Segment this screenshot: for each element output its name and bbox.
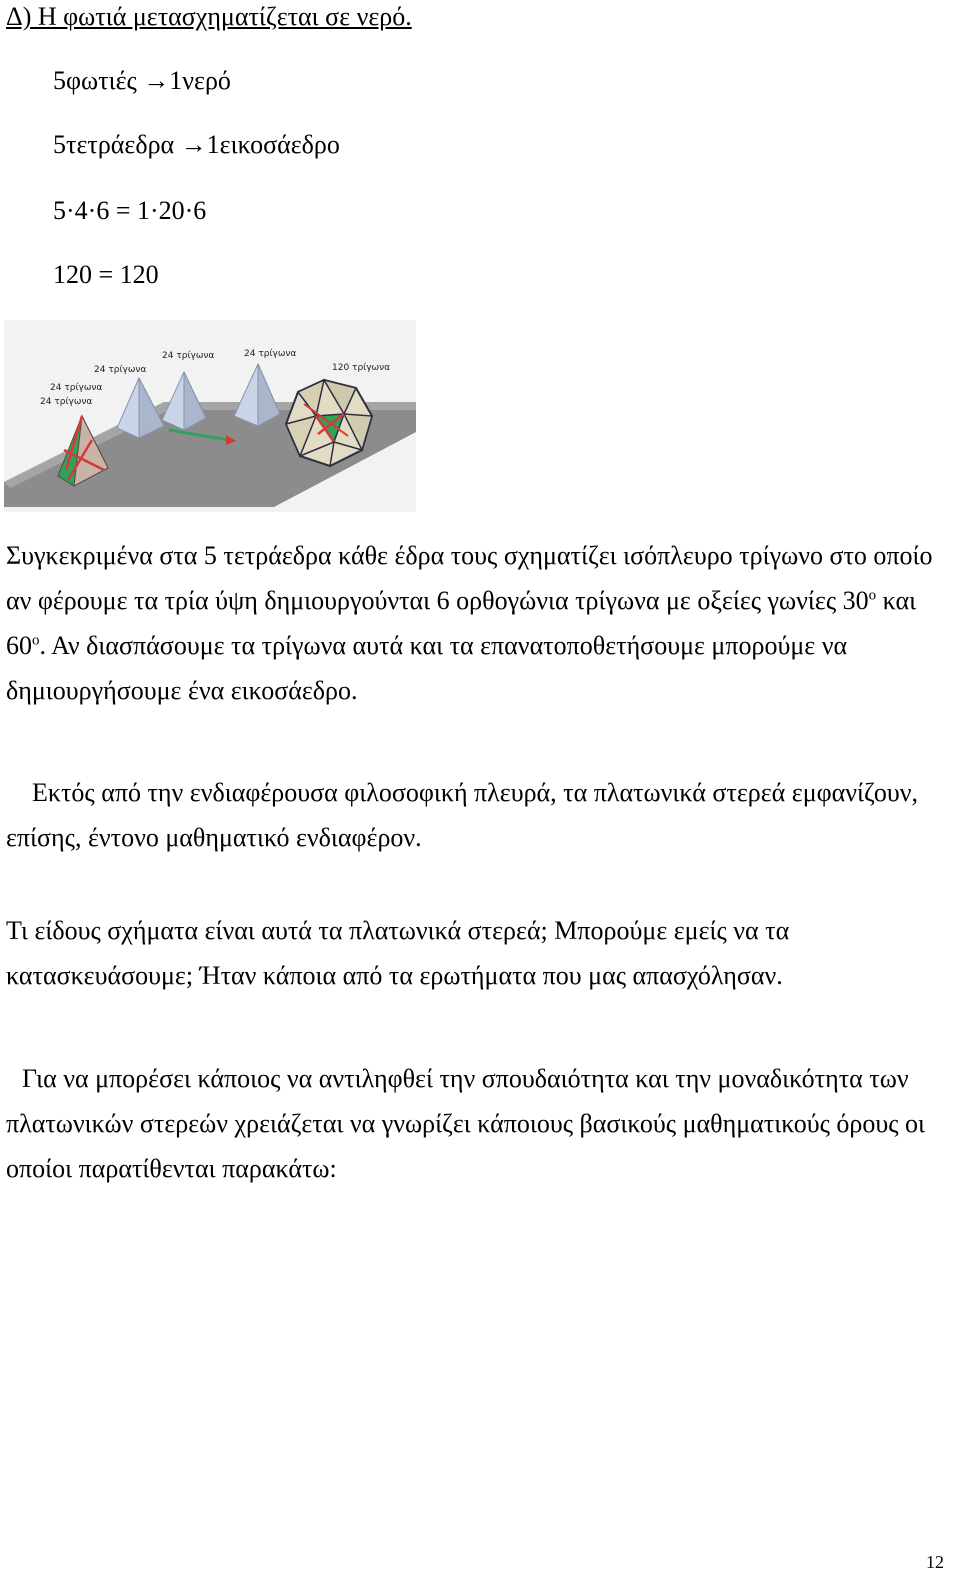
equation-line: 5·4·6 = 1·20·6 — [53, 196, 207, 225]
degree-superscript: ο — [32, 632, 40, 649]
degree-superscript: ο — [868, 587, 877, 604]
paragraph-questions: Τι είδους σχήματα είναι αυτά τα πλατωνικά στερεά; Μπορούμε εμείς να τα κατασκευάσουμε; Ήταν κάποια από τα ερωτήματα που μας απασχόλησαν. — [6, 916, 790, 990]
figure-label: 120 τρίγωνα — [332, 363, 391, 373]
figure-label: 24 τρίγωνα — [162, 351, 215, 361]
paragraph-text: Συγκεκριμένα στα 5 τετράεδρα κάθε έδρα τους σχηματίζει ισόπλευρο τρίγωνο στο οποίο αν φέρουμε τα τρία ύψη δημιουργούνται 6 ορθογώνια τρίγωνα με οξείες γωνίες 30 — [6, 541, 933, 615]
paragraph-tetrahedra — [6, 533, 951, 713]
page-number: 12 — [926, 1552, 944, 1572]
equation-line: 5τετράεδρα →1εικοσάεδρο — [53, 130, 340, 159]
paragraph-terms: Για να μπορέσει κάποιος να αντιληφθεί την σπουδαιότητα και την μοναδικότητα των πλατωνικών στερεών χρειάζεται να γνωρίζει κάποιους βασικούς μαθηματικούς όρους οι οποίοι παρατίθενται παρακάτω: — [6, 1064, 926, 1183]
section-heading: Δ) Η φωτιά μετασχηματίζεται σε νερό. — [6, 2, 412, 31]
equation-line: 120 = 120 — [53, 260, 159, 289]
figure-label: 24 τρίγωνα — [50, 383, 103, 393]
figure-label: 24 τρίγωνα — [244, 349, 297, 359]
figure-label: 24 τρίγωνα — [94, 365, 147, 375]
paragraph-text: και 60 — [6, 586, 917, 660]
equation-line: 5φωτιές →1νερό — [53, 66, 231, 95]
paragraph-interest: Εκτός από την ενδιαφέρουσα φιλοσοφική πλευρά, τα πλατωνικά στερεά εμφανίζουν, επίσης, έντονο μαθηματικό ενδιαφέρον. — [6, 778, 918, 852]
figure-label: 24 τρίγωνα — [40, 397, 93, 407]
paragraph-text: . Αν διασπάσουμε τα τρίγωνα αυτά και τα επανατοποθετήσουμε μπορούμε να δημιουργήσουμε ένα εικοσάεδρο. — [6, 631, 848, 705]
polyhedra-figure — [4, 320, 416, 512]
